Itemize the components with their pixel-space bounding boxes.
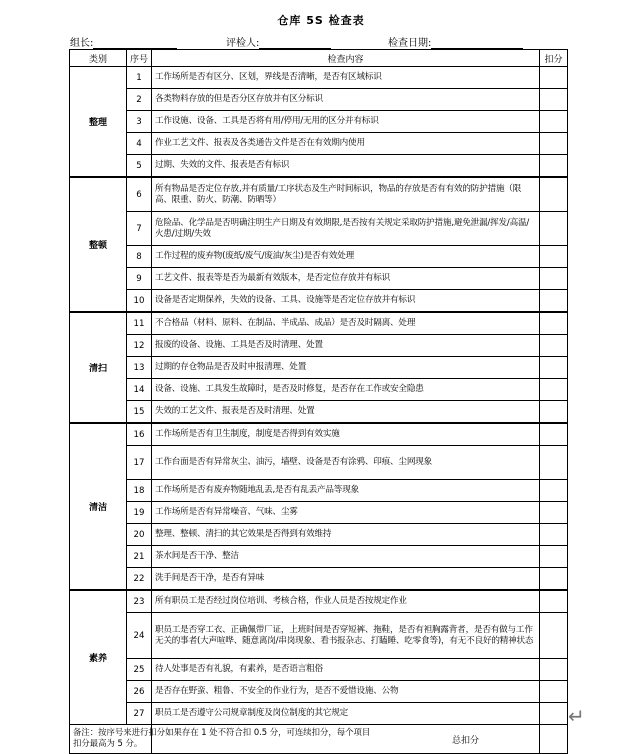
header-deduct: 扣分 xyxy=(540,50,568,67)
item-number: 1 xyxy=(127,67,152,89)
table-row xyxy=(70,177,568,212)
item-number: 15 xyxy=(127,401,152,424)
table-row xyxy=(70,111,568,133)
deduct-cell[interactable] xyxy=(540,480,568,502)
leader-label: 组长: xyxy=(70,38,94,49)
item-content: 工作场所是否有废弃物随地乱丢,是否有乱丢产品等现象 xyxy=(152,480,540,502)
deduct-cell[interactable] xyxy=(540,613,568,659)
item-content: 工艺文件、报表等是否为最新有效版本，是否定位存放并有标识 xyxy=(152,268,540,290)
deduct-cell[interactable] xyxy=(540,703,568,725)
table-row xyxy=(70,133,568,155)
item-content: 工作场所是否有异常噪音、气味、尘雾 xyxy=(152,502,540,524)
deduct-cell[interactable] xyxy=(540,524,568,546)
table-row xyxy=(70,312,568,335)
item-content: 职员工是否遵守公司规章制度及岗位制度的其它规定 xyxy=(152,703,540,725)
deduct-cell[interactable] xyxy=(540,155,568,178)
item-content: 设备、设施、工具发生故障时，是否及时修复，是否存在工作或安全隐患 xyxy=(152,379,540,401)
table-row xyxy=(70,89,568,111)
deduct-cell[interactable] xyxy=(540,290,568,313)
item-content: 工作台面是否有异常灰尘、油污，墙壁、设备是否有涂鸦、印痕、尘网现象 xyxy=(152,446,540,480)
table-row xyxy=(70,546,568,568)
item-number: 4 xyxy=(127,133,152,155)
item-content: 作业工艺文件、报表及各类通告文件是否在有效期内使用 xyxy=(152,133,540,155)
footer-row xyxy=(70,725,568,754)
table-row xyxy=(70,268,568,290)
item-content: 工作过程的废弃物(废纸/废气/废油/灰尘)是否有效处理 xyxy=(152,246,540,268)
item-number: 5 xyxy=(127,155,152,178)
page-title: 仓库 5S 检查表 xyxy=(277,14,365,27)
date-field xyxy=(388,34,523,49)
header-no: 序号 xyxy=(127,50,152,67)
table-row xyxy=(70,335,568,357)
deduct-cell[interactable] xyxy=(540,335,568,357)
date-label: 检查日期: xyxy=(388,38,432,49)
table-row xyxy=(70,357,568,379)
item-number: 18 xyxy=(127,480,152,502)
item-content: 职员工是否穿工衣、正确佩带厂证，上班时间是否穿短裤、拖鞋，是否有袒胸露背者，是否有做与工作无关的事者(大声喧哗、随意离岗/串岗现象、看书报杂志、打瞌睡、吃零食等)，有无不良好的精神状态 xyxy=(152,613,540,659)
item-number: 9 xyxy=(127,268,152,290)
item-number: 10 xyxy=(127,290,152,313)
deduct-cell[interactable] xyxy=(540,268,568,290)
item-content: 报废的设备、设施、工具是否及时清理、处置 xyxy=(152,335,540,357)
table-row xyxy=(70,703,568,725)
inspection-table xyxy=(69,49,568,754)
item-number: 26 xyxy=(127,681,152,703)
table-body xyxy=(70,67,568,725)
category-cell: 素养 xyxy=(70,590,127,725)
table-row xyxy=(70,613,568,659)
item-number: 13 xyxy=(127,357,152,379)
category-cell: 整顿 xyxy=(70,177,127,312)
header-content: 检查内容 xyxy=(152,50,540,67)
item-content: 工作场所是否有卫生制度，制度是否得到有效实施 xyxy=(152,423,540,446)
item-content: 工作设施、设备、工具是否将有用/停用/无用的区分并有标识 xyxy=(152,111,540,133)
deduct-cell[interactable] xyxy=(540,590,568,613)
table-row xyxy=(70,446,568,480)
table-row xyxy=(70,659,568,681)
deduct-cell[interactable] xyxy=(540,446,568,480)
deduct-cell[interactable] xyxy=(540,423,568,446)
deduct-cell[interactable] xyxy=(540,177,568,212)
item-number: 12 xyxy=(127,335,152,357)
header-row xyxy=(70,50,568,67)
table-row xyxy=(70,502,568,524)
table-row xyxy=(70,379,568,401)
deduct-cell[interactable] xyxy=(540,133,568,155)
item-content: 危险品、化学品是否明确注明生产日期及有效期限,是否按有关规定采取防护措施,避免泄漏/挥发/高温/火患/过期/失效 xyxy=(152,212,540,246)
item-number: 16 xyxy=(127,423,152,446)
table-row xyxy=(70,524,568,546)
deduct-cell[interactable] xyxy=(540,379,568,401)
total-label: 总扣分 xyxy=(152,725,540,754)
deduct-cell[interactable] xyxy=(540,111,568,133)
table-row xyxy=(70,67,568,89)
item-content: 工作场所是否有区分、区划，界线是否清晰，是否有区域标识 xyxy=(152,67,540,89)
footer-note-cell xyxy=(70,725,371,754)
item-content: 整理、整顿、清扫的其它效果是否得到有效维持 xyxy=(152,524,540,546)
inspector-field xyxy=(226,34,331,49)
deduct-cell[interactable] xyxy=(540,546,568,568)
item-content: 失效的工艺文件、报表是否及时清理、处置 xyxy=(152,401,540,424)
item-number: 24 xyxy=(127,613,152,659)
inspector-input-line[interactable] xyxy=(259,37,331,49)
deduct-cell[interactable] xyxy=(540,568,568,591)
table-row xyxy=(70,155,568,178)
footer-note: 备注：按序号来进行扣分如果存在 1 处不符合扣 0.5 分，可连续扣分，每个项目扣分最高为 5 分。 xyxy=(73,727,371,748)
item-number: 14 xyxy=(127,379,152,401)
table-row xyxy=(70,212,568,246)
category-cell: 清洁 xyxy=(70,423,127,590)
table-row xyxy=(70,568,568,591)
item-number: 25 xyxy=(127,659,152,681)
item-number: 20 xyxy=(127,524,152,546)
deduct-cell[interactable] xyxy=(540,67,568,89)
item-number: 8 xyxy=(127,246,152,268)
item-content: 不合格品（材料、原料、在制品、半成品、成品）是否及时隔离、处理 xyxy=(152,312,540,335)
item-number: 19 xyxy=(127,502,152,524)
item-number: 11 xyxy=(127,312,152,335)
table-row xyxy=(70,681,568,703)
return-mark-icon: ↵ xyxy=(568,704,585,728)
deduct-cell[interactable] xyxy=(540,312,568,335)
deduct-cell[interactable] xyxy=(540,502,568,524)
item-number: 22 xyxy=(127,568,152,591)
item-content: 各类物料存放的但是否分区存放并有区分标识 xyxy=(152,89,540,111)
leader-field xyxy=(70,34,177,49)
header-category: 类别 xyxy=(70,50,127,67)
item-content: 洗手间是否干净，是否有异味 xyxy=(152,568,540,591)
item-number: 7 xyxy=(127,212,152,246)
category-cell: 整理 xyxy=(70,67,127,178)
deduct-cell[interactable] xyxy=(540,89,568,111)
table-row xyxy=(70,590,568,613)
item-content: 是否存在野蛮、粗鲁、不安全的作业行为，是否不爱惜设施、公物 xyxy=(152,681,540,703)
item-number: 6 xyxy=(127,177,152,212)
item-content: 茶水间是否干净、整洁 xyxy=(152,546,540,568)
table-row xyxy=(70,246,568,268)
item-number: 27 xyxy=(127,703,152,725)
item-number: 23 xyxy=(127,590,152,613)
deduct-cell[interactable] xyxy=(540,212,568,246)
item-number: 21 xyxy=(127,546,152,568)
table-row xyxy=(70,480,568,502)
item-content: 所有物品是否定位存放,并有质量/工序状态及生产时间标识，物品的存放是否有有效的防护措施（限高、限重、防火、防潮、防晒等） xyxy=(152,177,540,212)
item-content: 过期的存仓物品是否及时申报清理、处置 xyxy=(152,357,540,379)
deduct-cell[interactable] xyxy=(540,357,568,379)
inspector-label: 评检人: xyxy=(226,38,260,49)
deduct-cell[interactable] xyxy=(540,681,568,703)
leader-input-line[interactable] xyxy=(93,37,177,49)
item-content: 设备是否定期保养，失效的设备、工具、设施等是否定位存放并有标识 xyxy=(152,290,540,313)
category-cell: 清扫 xyxy=(70,312,127,423)
total-value[interactable] xyxy=(540,725,568,754)
item-content: 过期、失效的文件、报表是否有标识 xyxy=(152,155,540,178)
item-number: 17 xyxy=(127,446,152,480)
deduct-cell[interactable] xyxy=(540,246,568,268)
deduct-cell[interactable] xyxy=(540,659,568,681)
table-row xyxy=(70,290,568,313)
deduct-cell[interactable] xyxy=(540,401,568,424)
table-row xyxy=(70,423,568,446)
item-content: 待人处事是否有礼貌，有素养，是否语言粗俗 xyxy=(152,659,540,681)
date-input-line[interactable] xyxy=(431,37,523,49)
item-number: 3 xyxy=(127,111,152,133)
item-number: 2 xyxy=(127,89,152,111)
table-row xyxy=(70,401,568,424)
item-content: 所有职员工是否经过岗位培训、考核合格，作业人员是否按规定作业 xyxy=(152,590,540,613)
